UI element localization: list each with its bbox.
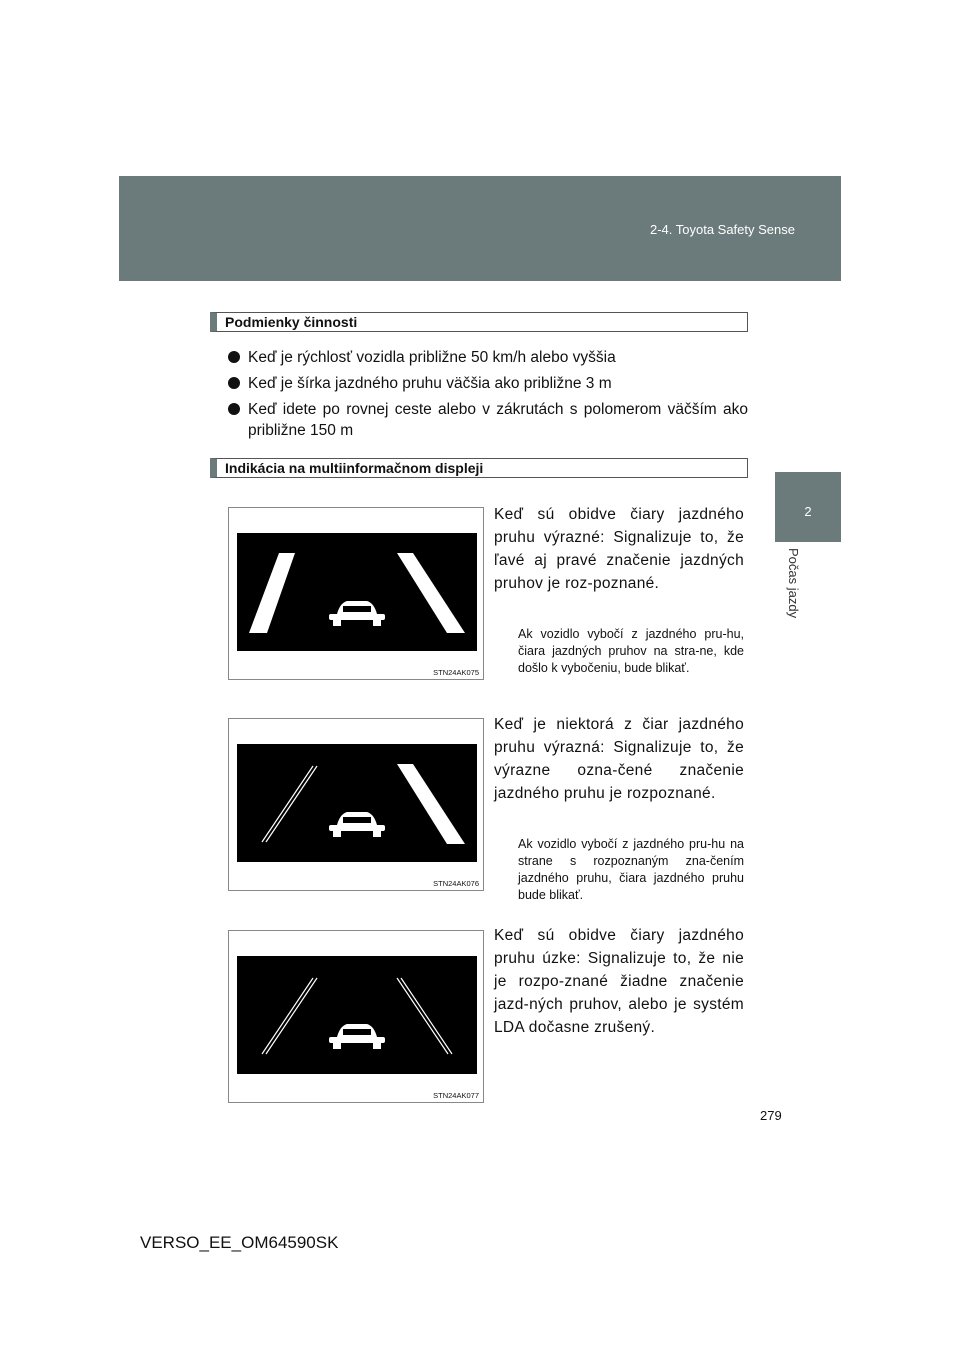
lane-display-graphic [229,719,485,892]
header-band [119,176,841,281]
figure-description: Keď sú obidve čiary jazdného pruhu výrazné: Signalizuje to, že ľavé aj pravé značenie jazdných pruhov je roz-poznané. [494,506,744,592]
condition-item: Keď je šírka jazdného pruhu väčšia ako približne 3 m [228,373,748,394]
lane-figure-both-detected [228,507,484,680]
lane-figure-one-detected [228,718,484,891]
figure-code: STN24AK077 [433,1091,479,1100]
figure-description: Keď je niektorá z čiar jazdného pruhu výrazná: Signalizuje to, že výrazne ozna-čené značenie jazdného pruhu je rozpoznané. [494,716,744,802]
chapter-label: Počas jazdy [786,548,801,619]
chapter-number: 2 [804,504,812,519]
lane-display-graphic [229,508,485,681]
section-title: 2-4. Toyota Safety Sense [649,222,795,237]
figure-code: STN24AK076 [433,879,479,888]
left-lane-line-thin [262,766,317,842]
left-lane-line-thin [262,978,317,1054]
lane-display-graphic [229,931,485,1104]
right-lane-line-bold [397,764,465,844]
condition-item: Keď je rýchlosť vozidla približne 50 km/h alebo vyššia [228,347,748,368]
figure-note: Ak vozidlo vybočí z jazdného pru-hu na strane s rozpoznaným zna-čením jazdného pruhu, čiara jazdného pruhu bude blikať. [518,837,744,902]
figure-code: STN24AK075 [433,668,479,677]
bullet-icon [228,377,240,389]
bullet-icon [228,351,240,363]
car-icon [329,812,385,837]
bullet-icon [228,403,240,415]
chapter-tab [775,472,841,542]
right-lane-line-thin [397,978,452,1054]
car-icon [329,601,385,626]
conditions-heading: Podmienky činnosti [210,312,748,332]
car-icon [329,1024,385,1049]
page-number: 279 [760,1108,782,1123]
right-lane-line-bold [397,553,465,633]
lane-figure-none-detected [228,930,484,1103]
figure-note: Ak vozidlo vybočí z jazdného pru-hu, čiara jazdných pruhov na stra-ne, kde došlo k vybočeniu, bude blikať. [518,627,744,675]
document-code: VERSO_EE_OM64590SK [140,1233,339,1252]
left-lane-line-bold [249,553,295,633]
display-heading: Indikácia na multiinformačnom displeji [210,458,748,478]
condition-item: Keď idete po rovnej ceste alebo v zákrutách s polomerom väčším ako približne 150 m [228,399,748,441]
figure-description: Keď sú obidve čiary jazdného pruhu úzke: Signalizuje to, že nie je rozpo-znané žiadne značenie jazd-ných pruhov, alebo je systém LDA dočasne zrušený. [494,927,744,1036]
